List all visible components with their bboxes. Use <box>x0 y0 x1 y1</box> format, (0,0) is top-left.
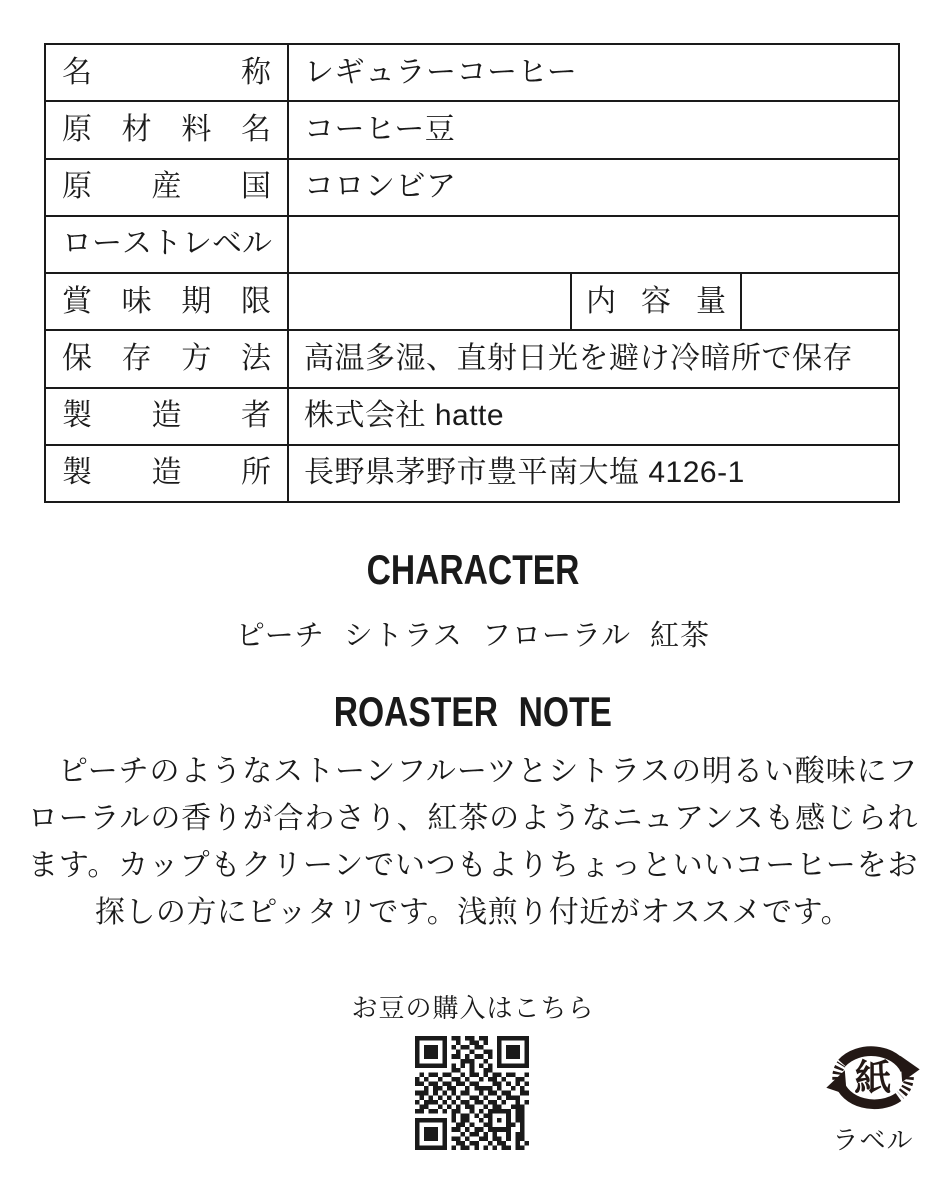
row-value: コロンビア <box>289 160 898 215</box>
best-before-value <box>289 274 570 329</box>
row-label: 名 称 <box>46 45 287 100</box>
table-row <box>46 102 898 157</box>
table-row <box>46 389 898 444</box>
row-label: 保 存 方 法 <box>46 331 287 386</box>
row-value: レギュラーコーヒー <box>289 45 898 100</box>
row-value: 株式会社 hatte <box>289 389 898 444</box>
net-content-label: 内 容 量 <box>572 274 740 329</box>
table-row <box>46 45 898 100</box>
row-label: 原 産 国 <box>46 160 287 215</box>
recycle-mark-label: ラベル <box>832 1125 914 1155</box>
row-value: 長野県茅野市豊平南大塩 4126-1 <box>289 446 898 501</box>
product-info-table <box>44 43 900 503</box>
recycle-arrows-icon <box>821 1046 925 1116</box>
row-label: ロ ー ス ト レ ベ ル <box>46 217 287 272</box>
qr-code <box>415 1036 529 1150</box>
row-value: コーヒー豆 <box>289 102 898 157</box>
row-value <box>289 217 898 272</box>
roaster-note-heading: ROASTER NOTE <box>333 688 613 735</box>
purchase-cta-label: お豆の購入はこちら <box>351 993 595 1023</box>
character-heading: CHARACTER <box>366 546 580 593</box>
table-row <box>46 217 898 272</box>
table-row <box>46 160 898 215</box>
roaster-note-body: ピーチのようなストーンフルーツとシトラスの明るい酸味にフローラルの香りが合わさり、紅茶のようなニュアンスも感じられます。カップもクリーンでいつもよりちょっといいコーヒーをお探しの方にピッタリです。浅煎り付近がオススメです。 <box>28 755 918 929</box>
row-value: 高温多湿、直射日光を避け冷暗所で保存 <box>289 331 898 386</box>
paper-recycle-mark <box>818 1046 928 1157</box>
row-label: 原 材 料 名 <box>46 102 287 157</box>
table-row <box>46 446 898 501</box>
table-row <box>46 274 898 329</box>
net-content-value <box>742 274 898 329</box>
recycle-paper-kanji: 紙 <box>854 1057 892 1099</box>
row-label: 製 造 所 <box>46 446 287 501</box>
character-notes: ピーチ シトラス フローラル 紅茶 <box>235 620 711 652</box>
best-before-label: 賞 味 期 限 <box>46 274 287 329</box>
row-label: 製 造 者 <box>46 389 287 444</box>
table-row <box>46 331 898 386</box>
